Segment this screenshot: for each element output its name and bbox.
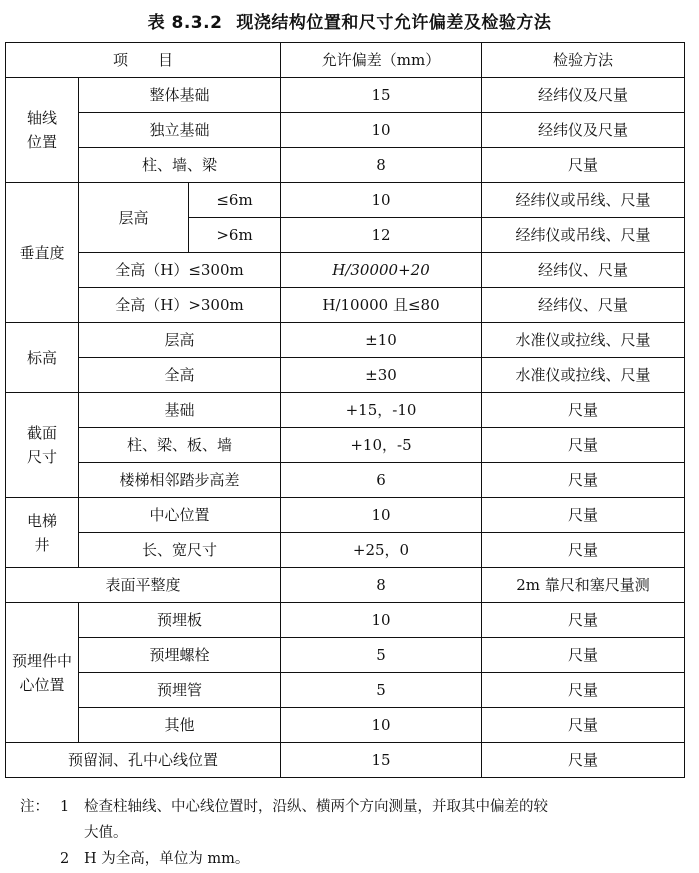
table-notes: [20, 794, 680, 872]
tolerance-cell: 8: [281, 568, 482, 603]
table-row: [6, 603, 685, 638]
tolerance-cell: 5: [281, 638, 482, 673]
method-cell: 经纬仪或吊线、尺量: [482, 218, 685, 253]
method-cell: 尺量: [482, 673, 685, 708]
table-row: [6, 533, 685, 568]
item-cell: 层高: [79, 323, 281, 358]
group-label-axis: 轴线位置: [6, 78, 79, 183]
tolerance-cell: ±10: [281, 323, 482, 358]
table-row: [6, 323, 685, 358]
group-label-vertical: 垂直度: [6, 183, 79, 323]
group-label-embedded: 预埋件中心位置: [6, 603, 79, 743]
tolerance-table: [5, 42, 685, 778]
item-cell: 长、宽尺寸: [79, 533, 281, 568]
item-cell: 预留洞、孔中心线位置: [6, 743, 281, 778]
item-cell: 整体基础: [79, 78, 281, 113]
item-cell: 其他: [79, 708, 281, 743]
note-prefix: 注：: [20, 799, 49, 815]
method-cell: 尺量: [482, 638, 685, 673]
method-cell: 尺量: [482, 743, 685, 778]
item-cell: 全高: [79, 358, 281, 393]
note-text: H 为全高，单位为 mm。: [84, 851, 250, 867]
header-row: [6, 43, 685, 78]
method-cell: 尺量: [482, 498, 685, 533]
tolerance-cell: 15: [281, 743, 482, 778]
table-row: [6, 148, 685, 183]
method-cell: 水准仪或拉线、尺量: [482, 358, 685, 393]
header-method: 检验方法: [482, 43, 685, 78]
table-title: [0, 8, 699, 33]
table-row: [6, 638, 685, 673]
tolerance-cell: 10: [281, 183, 482, 218]
tolerance-cell: H/10000 且≤80: [281, 288, 482, 323]
table-row: [6, 673, 685, 708]
table-row: [6, 743, 685, 778]
tolerance-cell: 8: [281, 148, 482, 183]
table-row: [6, 253, 685, 288]
table-caption: 现浇结构位置和尺寸允许偏差及检验方法: [236, 13, 552, 33]
item-cell: 基础: [79, 393, 281, 428]
table-number: 表 8.3.2: [147, 13, 223, 33]
method-cell: 尺量: [482, 148, 685, 183]
item-cell: 预埋板: [79, 603, 281, 638]
tolerance-cell: 6: [281, 463, 482, 498]
method-cell: 经纬仪、尺量: [482, 288, 685, 323]
method-cell: 经纬仪或吊线、尺量: [482, 183, 685, 218]
item-cell: 全高（H）≤300m: [79, 253, 281, 288]
tolerance-cell: +10，-5: [281, 428, 482, 463]
table-row: [6, 568, 685, 603]
item-cell: 楼梯相邻踏步高差: [79, 463, 281, 498]
table-row: [6, 428, 685, 463]
tolerance-cell: ±30: [281, 358, 482, 393]
table-row: [6, 498, 685, 533]
item-cell: >6m: [189, 218, 281, 253]
method-cell: 尺量: [482, 463, 685, 498]
group-label-elevator: 电梯井: [6, 498, 79, 568]
method-cell: 2m 靠尺和塞尺量测: [482, 568, 685, 603]
tolerance-cell: H/30000+20: [281, 253, 482, 288]
method-cell: 尺量: [482, 603, 685, 638]
table-row: [6, 708, 685, 743]
method-cell: 尺量: [482, 708, 685, 743]
tolerance-cell: 15: [281, 78, 482, 113]
item-cell: 预埋螺栓: [79, 638, 281, 673]
group-label-elevation: 标高: [6, 323, 79, 393]
note-number: 1: [60, 799, 70, 815]
header-item: 项 目: [6, 43, 281, 78]
table-row: [6, 183, 685, 218]
method-cell: 尺量: [482, 533, 685, 568]
note-item: [20, 846, 680, 872]
item-cell: 独立基础: [79, 113, 281, 148]
method-cell: 水准仪或拉线、尺量: [482, 323, 685, 358]
method-cell: 尺量: [482, 428, 685, 463]
tolerance-cell: +25，0: [281, 533, 482, 568]
note-text-continued: 大值。: [84, 825, 128, 841]
header-tolerance: 允许偏差（mm）: [281, 43, 482, 78]
group-label-section: 截面尺寸: [6, 393, 79, 498]
note-item: [20, 794, 680, 820]
table-row: [6, 113, 685, 148]
table-row: [6, 78, 685, 113]
note-number: 2: [60, 851, 70, 867]
tolerance-cell: 12: [281, 218, 482, 253]
item-cell: 表面平整度: [6, 568, 281, 603]
tolerance-cell: 10: [281, 603, 482, 638]
method-cell: 经纬仪及尺量: [482, 113, 685, 148]
item-cell: 中心位置: [79, 498, 281, 533]
item-cell: 全高（H）>300m: [79, 288, 281, 323]
method-cell: 经纬仪、尺量: [482, 253, 685, 288]
floor-height-label: 层高: [79, 183, 189, 253]
method-cell: 经纬仪及尺量: [482, 78, 685, 113]
tolerance-cell: 10: [281, 113, 482, 148]
item-cell: 柱、梁、板、墙: [79, 428, 281, 463]
item-cell: 柱、墙、梁: [79, 148, 281, 183]
item-cell: ≤6m: [189, 183, 281, 218]
tolerance-cell: 10: [281, 498, 482, 533]
item-cell: 预埋管: [79, 673, 281, 708]
table-row: [6, 358, 685, 393]
table-row: [6, 463, 685, 498]
table-row: [6, 393, 685, 428]
tolerance-cell: 5: [281, 673, 482, 708]
table-row: [6, 288, 685, 323]
tolerance-cell: +15，-10: [281, 393, 482, 428]
tolerance-cell: 10: [281, 708, 482, 743]
note-text: 检查柱轴线、中心线位置时，沿纵、横两个方向测量，并取其中偏差的较: [84, 799, 548, 815]
method-cell: 尺量: [482, 393, 685, 428]
